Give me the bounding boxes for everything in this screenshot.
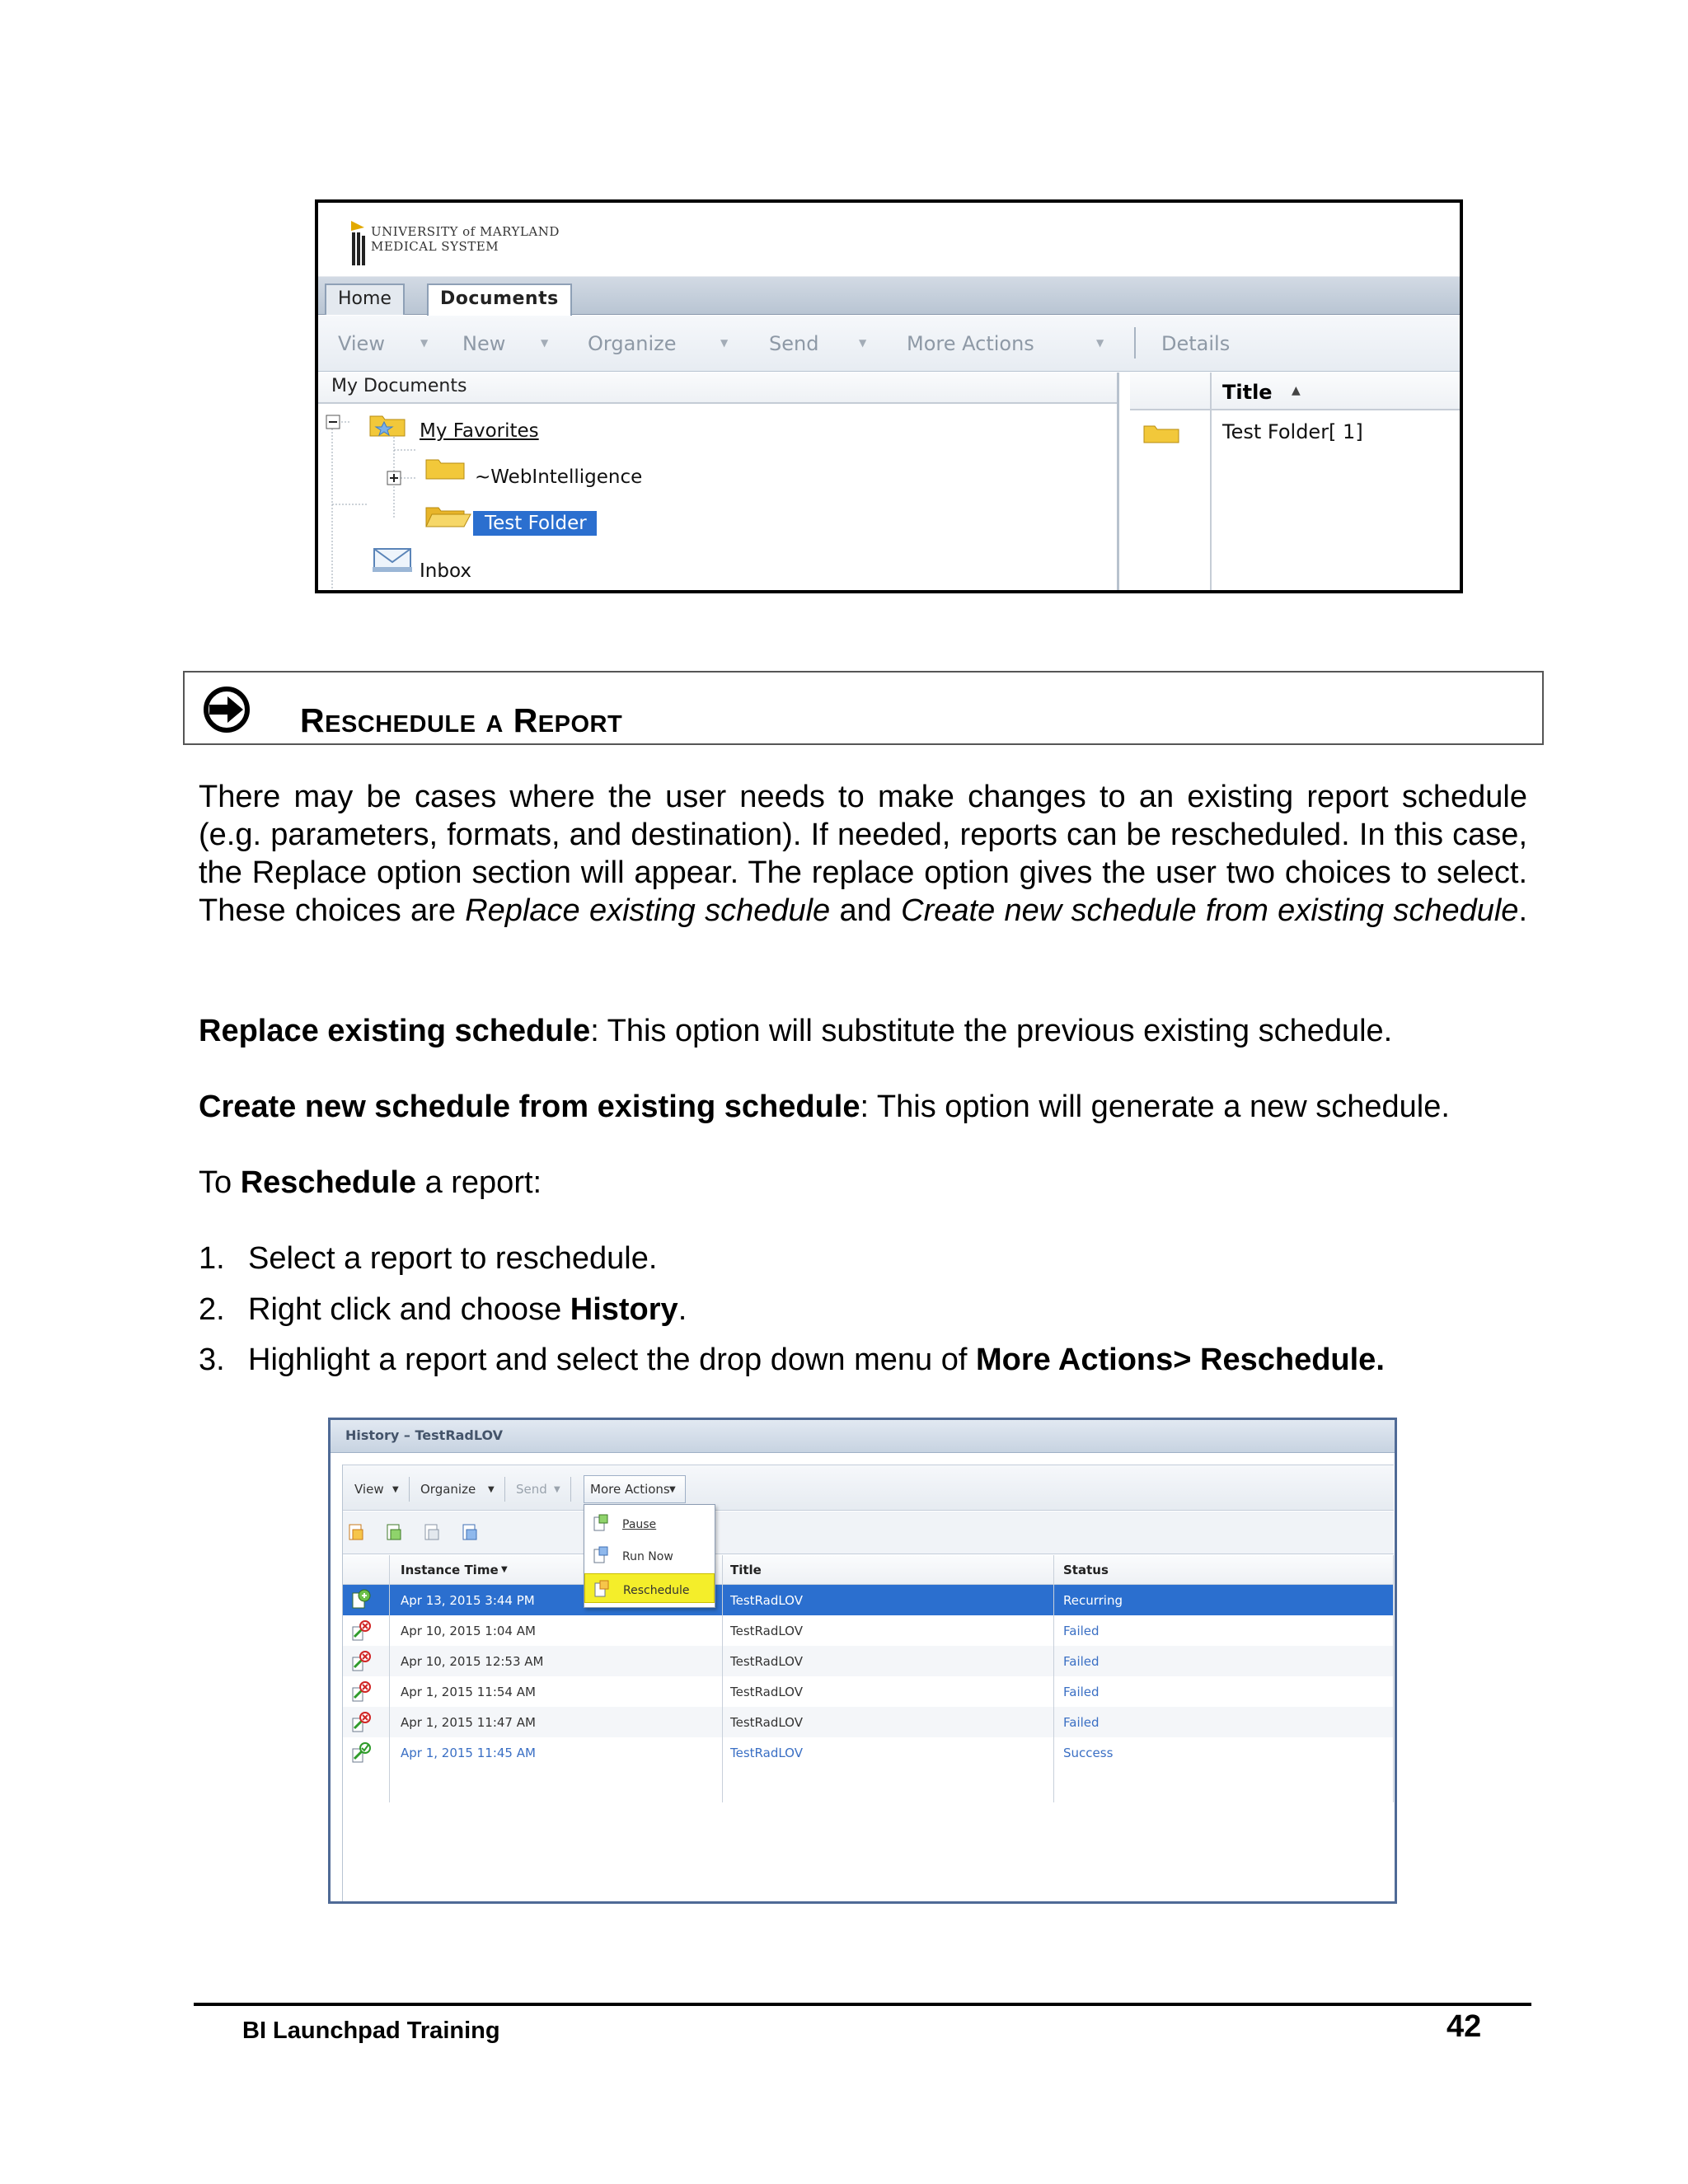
- open-folder-icon: [425, 504, 471, 527]
- row-status: Failed: [1063, 1624, 1100, 1638]
- umms-logo: [349, 219, 560, 269]
- document-icon: [424, 1523, 440, 1543]
- chevron-down-icon: ▼: [1096, 337, 1104, 349]
- step-3: [199, 1341, 1385, 1379]
- more-actions-label[interactable]: More Actions: [590, 1482, 670, 1497]
- row-title: TestRadLOV: [730, 1624, 803, 1638]
- document-icon: [386, 1523, 402, 1543]
- table-row[interactable]: [343, 1737, 1394, 1768]
- document-icon: [348, 1523, 364, 1543]
- view-menu[interactable]: View: [338, 332, 385, 355]
- table-row[interactable]: [343, 1646, 1394, 1676]
- to-reschedule-line: [199, 1164, 1527, 1202]
- folder-icon: [425, 457, 465, 480]
- success-instance-icon: [350, 1741, 372, 1765]
- chevron-down-icon: ▼: [541, 337, 549, 349]
- create-term: Create new schedule from existing schedule: [199, 1090, 860, 1124]
- folder-icon: [1143, 424, 1179, 443]
- organize-menu[interactable]: Organize: [588, 332, 677, 355]
- section-header: [183, 671, 1544, 745]
- failed-instance-icon: [350, 1711, 372, 1734]
- document-icon: [462, 1523, 478, 1543]
- tab-home[interactable]: Home: [325, 284, 405, 315]
- documents-toolbar: [318, 316, 1460, 372]
- column-divider: [389, 1555, 390, 1802]
- step-number: 3.: [199, 1343, 225, 1377]
- step-bold: History: [570, 1292, 678, 1327]
- table-row[interactable]: [343, 1585, 1394, 1615]
- page-number: 42: [1447, 2009, 1482, 2044]
- choice-create: Create new schedule from existing schedule: [901, 893, 1519, 928]
- column-divider: [1053, 1555, 1054, 1802]
- list-header: [1130, 373, 1463, 410]
- row-title: TestRadLOV: [730, 1654, 803, 1669]
- toolbar-divider: [570, 1477, 571, 1502]
- menu-item-run-now[interactable]: [584, 1540, 715, 1570]
- step-2: [199, 1291, 687, 1329]
- to-pre: To: [199, 1165, 241, 1200]
- table-row[interactable]: [343, 1615, 1394, 1646]
- table-row[interactable]: [343, 1707, 1394, 1737]
- view-menu[interactable]: View: [354, 1482, 384, 1497]
- menu-item-label: Run Now: [622, 1550, 673, 1563]
- row-title: TestRadLOV: [730, 1746, 803, 1760]
- section-title: Reschedule a Report: [300, 701, 623, 739]
- history-frame: [342, 1465, 1394, 1901]
- list-item-test-folder[interactable]: Test Folder[ 1]: [1222, 420, 1363, 443]
- sort-ascending-icon: ▲: [1292, 384, 1301, 397]
- arrow-right-circle-icon: [203, 686, 251, 733]
- history-screenshot: [328, 1418, 1397, 1904]
- menu-item-label: Reschedule: [623, 1584, 690, 1597]
- document-list-pane: [1130, 373, 1463, 593]
- step-text: Right click and choose: [248, 1292, 570, 1327]
- row-instance-time: Apr 10, 2015 1:04 AM: [401, 1624, 536, 1638]
- more-actions-dropdown: [584, 1504, 715, 1608]
- column-divider: [1393, 1555, 1394, 1802]
- row-instance-time: Apr 1, 2015 11:54 AM: [401, 1685, 536, 1699]
- tab-documents[interactable]: Documents: [427, 284, 572, 316]
- create-definition: [199, 1088, 1527, 1126]
- column-divider: [722, 1555, 723, 1802]
- to-post: a report:: [416, 1165, 542, 1200]
- step-bold: More Actions> Reschedule.: [975, 1343, 1385, 1377]
- documents-screenshot: [315, 199, 1463, 593]
- replace-text: : This option will substitute the previous existing schedule.: [590, 1014, 1393, 1048]
- logo-mark-icon: [349, 219, 368, 267]
- pane-title: My Documents: [318, 373, 1117, 404]
- intro-paragraph: [199, 778, 1527, 968]
- instance-time-header[interactable]: Instance Time: [401, 1563, 499, 1577]
- history-toolbar: [343, 1465, 1394, 1511]
- choice-replace: Replace existing schedule: [465, 893, 831, 928]
- more-actions-menu[interactable]: More Actions: [907, 332, 1034, 355]
- new-menu[interactable]: New: [462, 332, 506, 355]
- tree-item-test-folder[interactable]: Test Folder: [473, 511, 597, 536]
- replace-definition: [199, 1012, 1527, 1050]
- row-status: Recurring: [1063, 1593, 1123, 1608]
- chevron-down-icon: ▼: [488, 1485, 495, 1494]
- title-column-header[interactable]: Title: [1222, 381, 1273, 404]
- intro-text: There may be cases where the user needs to make changes to an existing report schedule (e.g. parameters, formats, and destination). If needed, reports can be rescheduled. In this case, the Replace option section will appear. The replace option gives the user two choices to select. These choices are: [199, 780, 1527, 928]
- recurring-instance-icon: [350, 1589, 372, 1612]
- logo-text: UNIVERSITY of MARYLAND MEDICAL SYSTEM: [371, 224, 560, 254]
- chevron-down-icon: ▼: [669, 1485, 676, 1494]
- pause-icon: [593, 1514, 609, 1532]
- step-tail: .: [678, 1292, 687, 1327]
- history-icon-toolbar: [343, 1511, 1394, 1554]
- step-text: Highlight a report and select the drop down menu of: [248, 1343, 976, 1377]
- sort-descending-icon: ▼: [501, 1565, 508, 1574]
- send-menu[interactable]: Send: [769, 332, 819, 355]
- failed-instance-icon: [350, 1619, 372, 1643]
- footer-title: BI Launchpad Training: [242, 2018, 500, 2044]
- table-header: [343, 1555, 1394, 1585]
- details-button[interactable]: Details: [1161, 332, 1231, 355]
- step-text: Select a report to reschedule.: [248, 1241, 658, 1276]
- step-1: [199, 1240, 657, 1277]
- failed-instance-icon: [350, 1650, 372, 1673]
- row-title: TestRadLOV: [730, 1593, 803, 1608]
- send-menu[interactable]: Send: [516, 1482, 547, 1497]
- favorites-folder-icon: [369, 412, 406, 437]
- row-instance-time: Apr 1, 2015 11:45 AM: [401, 1746, 536, 1760]
- title-header[interactable]: Title: [730, 1563, 762, 1577]
- tab-bar: [318, 277, 1460, 315]
- inbox-icon: [373, 547, 412, 574]
- row-status: Success: [1063, 1746, 1114, 1760]
- chevron-down-icon: ▼: [859, 337, 867, 349]
- intro-end: .: [1518, 893, 1527, 928]
- intro-and: and: [830, 893, 902, 928]
- menu-item-pause[interactable]: [584, 1508, 715, 1538]
- chevron-down-icon: ▼: [392, 1485, 399, 1494]
- create-text: : This option will generate a new schedule.: [860, 1090, 1450, 1124]
- row-instance-time: Apr 1, 2015 11:47 AM: [401, 1715, 536, 1730]
- toolbar-divider: [409, 1477, 410, 1502]
- row-title: TestRadLOV: [730, 1685, 803, 1699]
- folder-tree-pane: [318, 373, 1119, 593]
- tree-item-webintelligence[interactable]: ~WebIntelligence: [475, 466, 643, 488]
- row-instance-time: Apr 10, 2015 12:53 AM: [401, 1654, 544, 1669]
- status-header[interactable]: Status: [1063, 1563, 1109, 1577]
- row-title: TestRadLOV: [730, 1715, 803, 1730]
- column-divider: [1210, 373, 1212, 593]
- row-status: Failed: [1063, 1654, 1100, 1669]
- reschedule-icon: [593, 1580, 610, 1598]
- failed-instance-icon: [350, 1680, 372, 1704]
- replace-term: Replace existing schedule: [199, 1014, 591, 1048]
- toolbar-divider: [504, 1477, 505, 1502]
- chevron-down-icon: ▼: [554, 1485, 560, 1494]
- history-window-title: History – TestRadLOV: [331, 1420, 1395, 1453]
- footer-rule: [194, 2003, 1531, 2006]
- menu-item-label: Pause: [622, 1518, 657, 1531]
- run-now-icon: [593, 1546, 609, 1564]
- step-number: 1.: [199, 1241, 225, 1276]
- table-row[interactable]: [343, 1676, 1394, 1707]
- row-status: Failed: [1063, 1685, 1100, 1699]
- menu-item-reschedule[interactable]: [584, 1573, 715, 1603]
- tree-item-my-favorites[interactable]: My Favorites: [420, 420, 539, 442]
- tree-item-inbox[interactable]: Inbox: [420, 560, 471, 582]
- toolbar-divider: [1134, 327, 1136, 359]
- row-instance-time: Apr 13, 2015 3:44 PM: [401, 1593, 535, 1608]
- chevron-down-icon: ▼: [720, 337, 729, 349]
- row-status: Failed: [1063, 1715, 1100, 1730]
- organize-menu[interactable]: Organize: [420, 1482, 476, 1497]
- step-number: 2.: [199, 1292, 225, 1327]
- header-banner: [318, 203, 1460, 277]
- chevron-down-icon: ▼: [420, 337, 429, 349]
- to-bold: Reschedule: [240, 1165, 417, 1200]
